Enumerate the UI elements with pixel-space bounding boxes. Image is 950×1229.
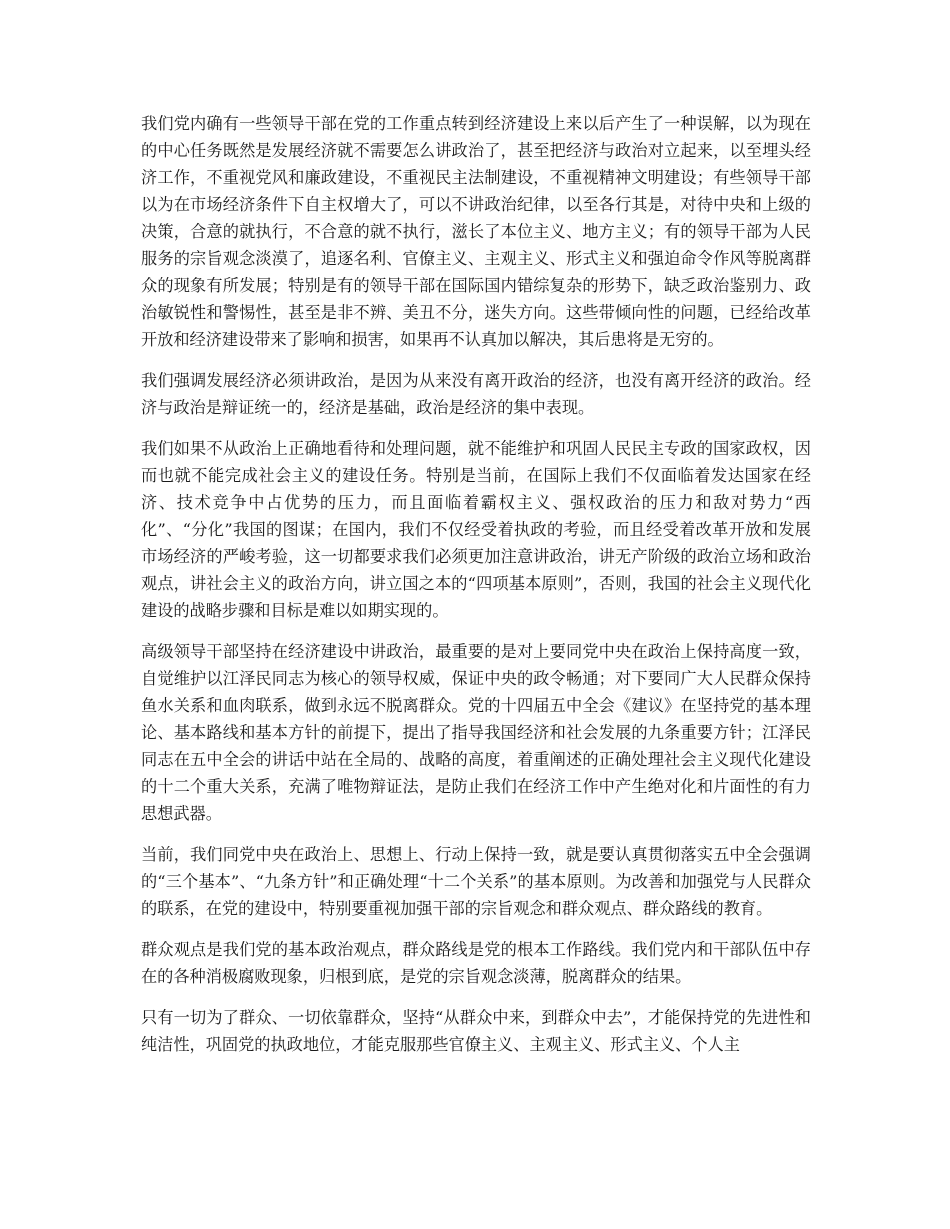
- paragraph-1: 我们党内确有一些领导干部在党的工作重点转到经济建设上来以后产生了一种误解，以为现在的中心任务既然是发展经济就不需要怎么讲政治了，甚至把经济与政治对立起来，以至埋头经济工作，不重视党风和廉政建设，不重视民主法制建设，不重视精神文明建设；有些领导干部以为在市场经济条件下自主权增大了，可以不讲政治纪律，以至各行其是，对待中央和上级的决策，合意的就执行，不合意的就不执行，滋长了本位主义、地方主义；有的领导干部为人民服务的宗旨观念淡漠了，追逐名利、官僚主义、主观主义、形式主义和强迫命令作风等脱离群众的现象有所发展；特别是有的领导干部在国际国内错综复杂的形势下，缺乏政治鉴别力、政治敏锐性和警惕性，甚至是非不辨、美丑不分，迷失方向。这些带倾向性的问题，已经给改革开放和经济建设带来了影响和损害，如果再不认真加以解决，其后患将是无穷的。: [141, 114, 811, 349]
- paragraph-4: 高级领导干部坚持在经济建设中讲政治，最重要的是对上要同党中央在政治上保持高度一致，自觉维护以江泽民同志为核心的领导权威，保证中央的政令畅通；对下要同广大人民群众保持鱼水关系和血肉联系，做到永远不脱离群众。党的十四届五中全会《建议》在坚持党的基本理论、基本路线和基本方针的前提下，提出了指导我国经济和社会发展的九条重要方针；江泽民同志在五中全会的讲话中站在全局的、战略的高度，着重阐述的正确处理社会主义现代化建设的十二个重大关系，充满了唯物辩证法，是防止我们在经济工作中产生绝对化和片面性的有力思想武器。: [141, 642, 811, 823]
- paragraph-7: 只有一切为了群众、一切依靠群众，坚持“从群众中来，到群众中去”，才能保持党的先进性和纯洁性，巩固党的执政地位，才能克服那些官僚主义、主观主义、形式主义、个人主: [141, 1008, 811, 1054]
- paragraph-3: 我们如果不从政治上正确地看待和处理问题，就不能维护和巩固人民民主专政的国家政权，因而也就不能完成社会主义的建设任务。特别是当前，在国际上我们不仅面临着发达国家在经济、技术竞争中占优势的压力，而且面临着霸权主义、强权政治的压力和敌对势力“西化”、“分化”我国的图谋；在国内，我们不仅经受着执政的考验，而且经受着改革开放和发展市场经济的严峻考验，这一切都要求我们必须更加注意讲政治，讲无产阶级的政治立场和政治观点，讲社会主义的政治方向，讲立国之本的“四项基本原则”，否则，我国的社会主义现代化建设的战略步骤和目标是难以如期实现的。: [141, 439, 811, 620]
- paragraph-5: 当前，我们同党中央在政治上、思想上、行动上保持一致，就是要认真贯彻落实五中全会强调的“三个基本”、“九条方针”和正确处理“十二个关系”的基本原则。为改善和加强党与人民群众的联系，在党的建设中，特别要重视加强干部的宗旨观念和群众观点、群众路线的教育。: [141, 845, 811, 918]
- paragraph-2: 我们强调发展经济必须讲政治，是因为从来没有离开政治的经济，也没有离开经济的政治。经济与政治是辩证统一的，经济是基础，政治是经济的集中表现。: [141, 371, 811, 417]
- paragraph-6: 群众观点是我们党的基本政治观点，群众路线是党的根本工作路线。我们党内和干部队伍中存在的各种消极腐败现象，归根到底，是党的宗旨观念淡薄，脱离群众的结果。: [141, 940, 811, 986]
- document-body: [141, 110, 811, 1072]
